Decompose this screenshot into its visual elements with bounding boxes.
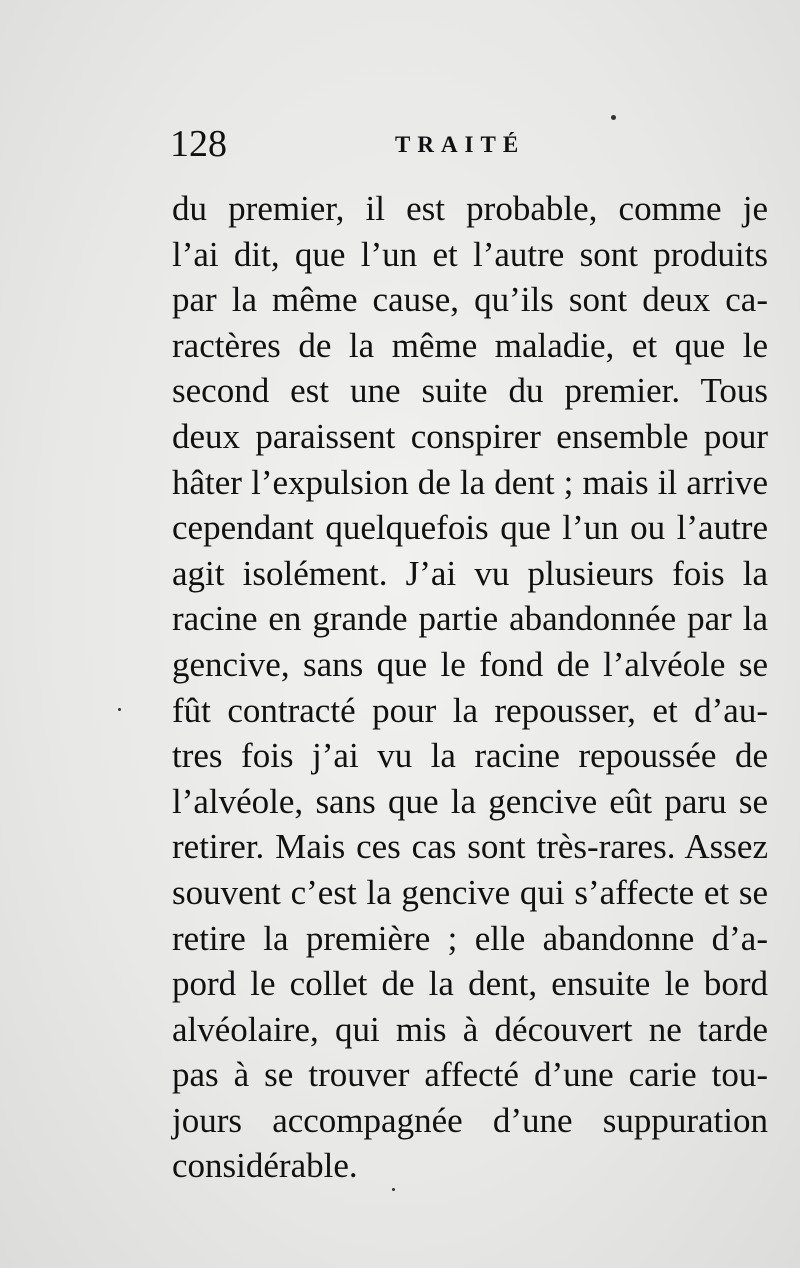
text-line: deux paraissent conspirer ensemble pour [172, 416, 768, 456]
ink-speck [118, 708, 121, 711]
text-line: jours accompagnée d’une suppuration [172, 1100, 768, 1140]
text-line: par la même cause, qu’ils sont deux ca- [172, 280, 768, 320]
text-line: l’ai dit, que l’un et l’autre sont produits [172, 234, 768, 274]
text-line: du premier, il est probable, comme je [172, 189, 768, 228]
text-line: pord le collet de la dent, ensuite le bord [172, 964, 768, 1004]
text-line: tres fois j’ai vu la racine repoussée de [172, 736, 768, 776]
text-line: retirer. Mais ces cas sont très-rares. Assez [172, 827, 768, 867]
text-line: agit isolément. J’ai vu plusieurs fois la [172, 553, 768, 593]
text-line: considérable. [172, 1146, 358, 1186]
text-line: second est une suite du premier. Tous [172, 371, 768, 411]
page-header [170, 122, 760, 166]
page-number: 128 [170, 123, 227, 165]
text-line: retire la première ; elle abandonne d’a- [172, 918, 768, 958]
text-line: alvéolaire, qui mis à découvert ne tarde [172, 1009, 768, 1049]
ink-speck [611, 115, 616, 120]
text-line: ractères de la même maladie, et que le [172, 325, 768, 365]
text-line: cependant quelquefois que l’un ou l’autre [172, 508, 768, 548]
text-line: l’alvéole, sans que la gencive eût paru se [172, 781, 768, 821]
text-line: fût contracté pour la repousser, et d’au- [172, 690, 768, 730]
text-line: gencive, sans que le fond de l’alvéole se [172, 644, 768, 684]
body-text [172, 186, 768, 1189]
running-head: TRAITÉ [395, 132, 526, 157]
text-line: racine en grande partie abandonnée par la [172, 599, 768, 639]
text-line: pas à se trouver affecté d’une carie tou- [172, 1055, 768, 1095]
text-line: hâter l’expulsion de la dent ; mais il arrive [172, 462, 768, 502]
text-line: souvent c’est la gencive qui s’affecte et se [172, 872, 768, 912]
